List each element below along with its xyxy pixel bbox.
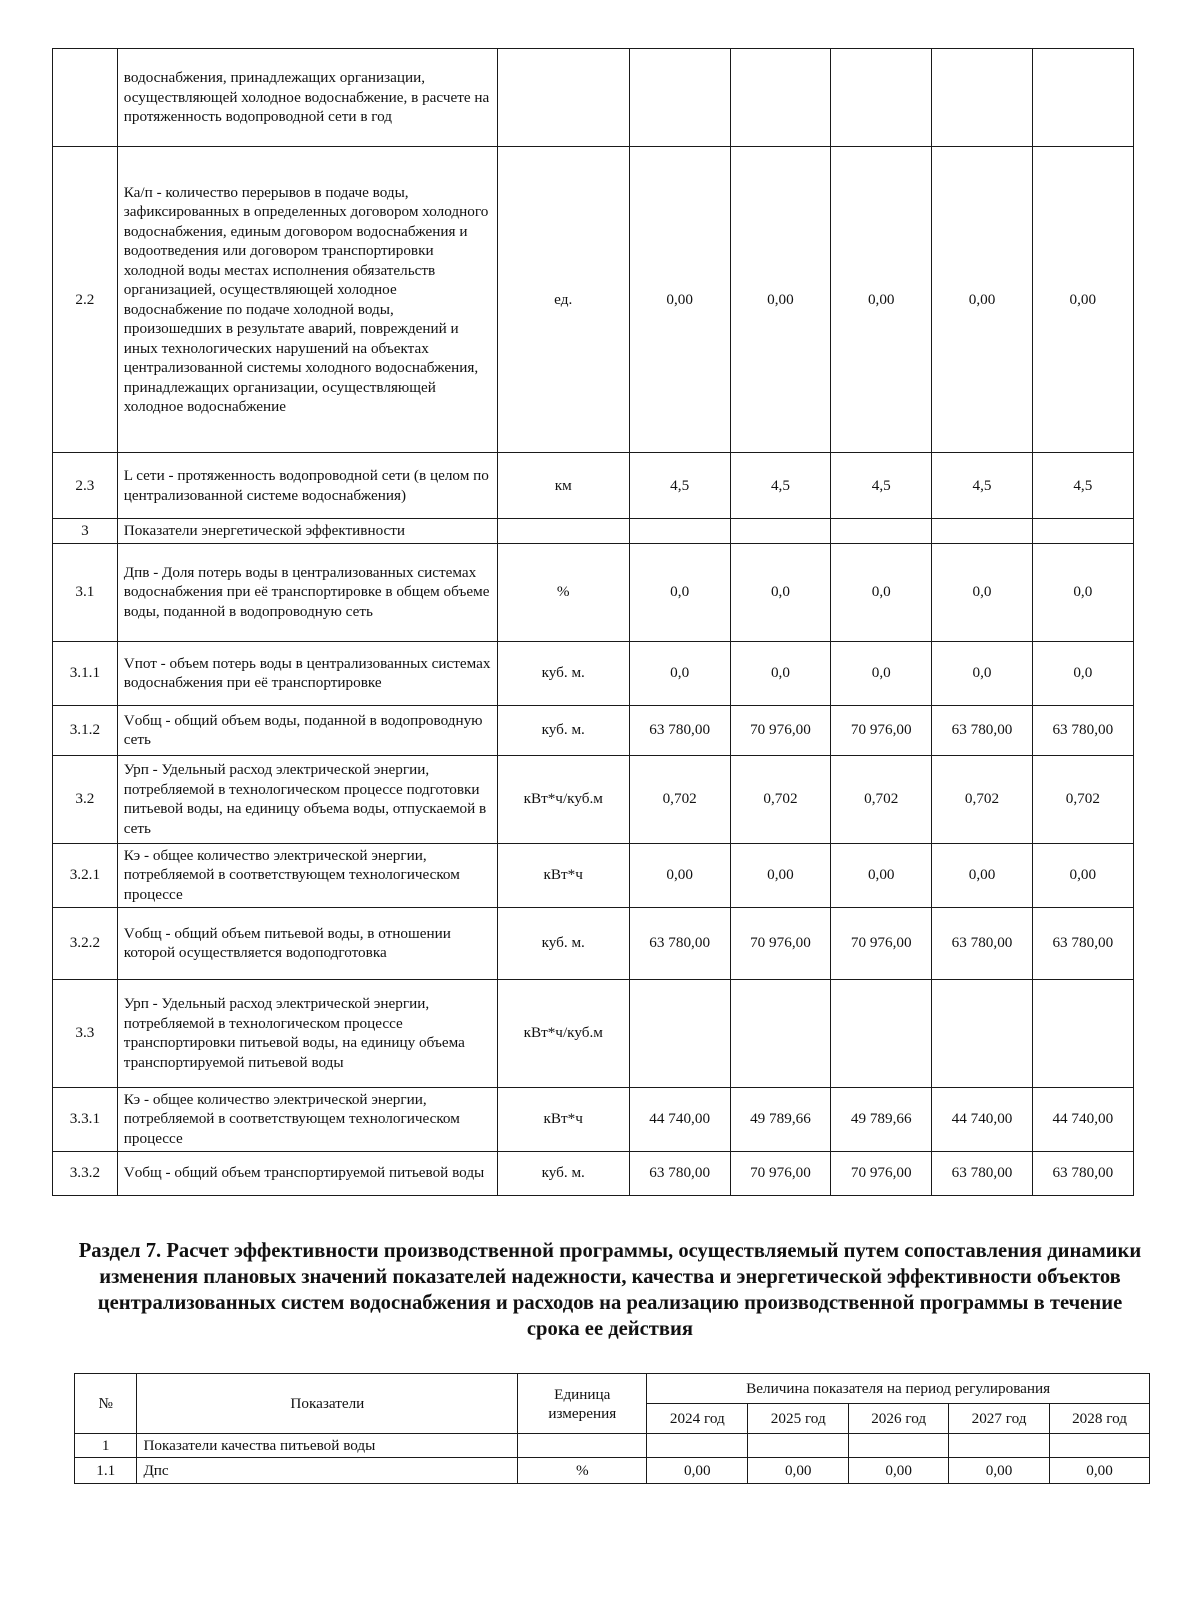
row-description: Дпс	[137, 1458, 518, 1484]
row-unit: км	[497, 453, 629, 519]
row-description: Показатели качества питьевой воды	[137, 1434, 518, 1458]
row-value: 0,702	[629, 755, 730, 843]
row-value: 4,5	[831, 453, 932, 519]
table-row	[75, 1458, 1150, 1484]
row-value: 0,00	[1032, 147, 1133, 453]
indicators-table-body	[53, 49, 1134, 1196]
row-number: 1	[75, 1434, 137, 1458]
table-row	[53, 705, 1134, 755]
table-row	[53, 755, 1134, 843]
row-description: водоснабжения, принадлежащих организации, осуществляющей холодное водоснабжение, в расчете на протяженность водопроводной сети в год	[117, 49, 497, 147]
row-value: 49 789,66	[730, 1087, 830, 1151]
table-row	[53, 907, 1134, 979]
row-unit: %	[518, 1458, 647, 1484]
row-description: Кэ - общее количество электрической энергии, потребляемой в соответствующем технологическом процессе	[117, 1087, 497, 1151]
header-year: 2025 год	[748, 1404, 849, 1434]
row-value: 0,00	[730, 843, 830, 907]
row-number: 3.1.2	[53, 705, 118, 755]
row-number: 3.3	[53, 979, 118, 1087]
header-year: 2026 год	[849, 1404, 949, 1434]
row-value	[1032, 519, 1133, 544]
row-unit	[518, 1434, 647, 1458]
row-value: 0,0	[1032, 641, 1133, 705]
row-value	[730, 49, 830, 147]
row-value: 0,00	[831, 147, 932, 453]
row-value	[932, 979, 1032, 1087]
row-value: 44 740,00	[932, 1087, 1032, 1151]
row-value	[629, 979, 730, 1087]
row-value: 63 780,00	[1032, 705, 1133, 755]
row-value	[647, 1434, 748, 1458]
header-year: 2028 год	[1050, 1404, 1150, 1434]
row-value: 0,00	[849, 1458, 949, 1484]
row-value	[949, 1434, 1050, 1458]
row-value: 4,5	[629, 453, 730, 519]
row-value: 0,0	[730, 641, 830, 705]
row-number: 3.3.2	[53, 1151, 118, 1195]
row-number: 3.2.1	[53, 843, 118, 907]
row-unit: %	[497, 543, 629, 641]
row-unit: куб. м.	[497, 1151, 629, 1195]
header-period: Величина показателя на период регулирования	[647, 1374, 1150, 1404]
row-value	[831, 49, 932, 147]
row-number: 3.1.1	[53, 641, 118, 705]
row-value: 0,00	[1032, 843, 1133, 907]
row-value: 0,00	[647, 1458, 748, 1484]
row-description: Vобщ - общий объем воды, поданной в водопроводную сеть	[117, 705, 497, 755]
row-value: 0,0	[932, 641, 1032, 705]
row-value: 0,00	[932, 843, 1032, 907]
row-value	[831, 519, 932, 544]
table-row	[53, 147, 1134, 453]
row-value: 70 976,00	[831, 907, 932, 979]
row-value: 70 976,00	[831, 1151, 932, 1195]
row-number	[53, 49, 118, 147]
row-value: 0,00	[831, 843, 932, 907]
row-value: 0,00	[748, 1458, 849, 1484]
table-row	[53, 519, 1134, 544]
row-value: 0,0	[831, 641, 932, 705]
efficiency-table-body	[75, 1434, 1150, 1484]
table-row	[53, 1087, 1134, 1151]
row-value	[932, 519, 1032, 544]
row-value: 63 780,00	[629, 705, 730, 755]
row-unit: куб. м.	[497, 641, 629, 705]
row-value: 70 976,00	[730, 1151, 830, 1195]
row-value: 4,5	[730, 453, 830, 519]
row-description: Vобщ - общий объем питьевой воды, в отношении которой осуществляется водоподготовка	[117, 907, 497, 979]
row-description: Vобщ - общий объем транспортируемой питьевой воды	[117, 1151, 497, 1195]
row-value: 0,0	[932, 543, 1032, 641]
row-value: 0,00	[1050, 1458, 1150, 1484]
row-value: 0,702	[932, 755, 1032, 843]
row-unit: кВт*ч	[497, 1087, 629, 1151]
section-7-heading: Раздел 7. Расчет эффективности производственной программы, осуществляемый путем сопоставления динамики изменения плановых значений показателей надежности, качества и энергетической эффективности объектов централизованных систем водоснабжения и расходов на реализацию производственной программы в течение срока ее действия	[78, 1240, 1142, 1340]
row-value: 0,0	[831, 543, 932, 641]
row-number: 3.2.2	[53, 907, 118, 979]
row-unit: ед.	[497, 147, 629, 453]
row-number: 2.2	[53, 147, 118, 453]
row-unit: кВт*ч	[497, 843, 629, 907]
indicators-table	[52, 48, 1134, 1196]
row-number: 3.3.1	[53, 1087, 118, 1151]
row-value: 0,00	[629, 843, 730, 907]
row-unit: куб. м.	[497, 907, 629, 979]
row-value: 70 976,00	[730, 705, 830, 755]
row-value: 49 789,66	[831, 1087, 932, 1151]
table-row	[53, 641, 1134, 705]
row-value: 0,0	[730, 543, 830, 641]
header-number: №	[75, 1374, 137, 1434]
row-value	[1032, 49, 1133, 147]
table-row	[53, 49, 1134, 147]
row-value: 70 976,00	[730, 907, 830, 979]
row-value: 0,702	[730, 755, 830, 843]
row-value	[629, 49, 730, 147]
row-description: Дпв - Доля потерь воды в централизованных системах водоснабжения при её транспортировке в общем объеме воды, поданной в водопроводную сеть	[117, 543, 497, 641]
row-value: 4,5	[1032, 453, 1133, 519]
header-unit: Единица измерения	[518, 1374, 647, 1434]
row-unit: куб. м.	[497, 705, 629, 755]
row-value: 63 780,00	[1032, 1151, 1133, 1195]
row-value: 0,00	[730, 147, 830, 453]
row-value: 0,00	[949, 1458, 1050, 1484]
table-row	[53, 543, 1134, 641]
row-number: 3.1	[53, 543, 118, 641]
row-description: Показатели энергетической эффективности	[117, 519, 497, 544]
row-value: 0,0	[629, 543, 730, 641]
row-value: 44 740,00	[629, 1087, 730, 1151]
row-value	[730, 519, 830, 544]
row-unit	[497, 49, 629, 147]
row-value: 0,702	[1032, 755, 1133, 843]
row-unit	[497, 519, 629, 544]
row-value	[831, 979, 932, 1087]
row-unit: кВт*ч/куб.м	[497, 755, 629, 843]
header-year: 2024 год	[647, 1404, 748, 1434]
row-value: 63 780,00	[629, 1151, 730, 1195]
row-description: Урп - Удельный расход электрической энергии, потребляемой в технологическом процессе транспортировки питьевой воды, на единицу объема транспортируемой питьевой воды	[117, 979, 497, 1087]
row-value: 63 780,00	[629, 907, 730, 979]
row-value: 0,00	[629, 147, 730, 453]
row-value	[730, 979, 830, 1087]
row-description: Кэ - общее количество электрической энергии, потребляемой в соответствующем технологическом процессе	[117, 843, 497, 907]
row-description: Урп - Удельный расход электрической энергии, потребляемой в технологическом процессе подготовки питьевой воды, на единицу объема воды, отпускаемой в сеть	[117, 755, 497, 843]
table-row	[53, 1151, 1134, 1195]
table-row	[53, 979, 1134, 1087]
row-number: 2.3	[53, 453, 118, 519]
row-value: 0,0	[1032, 543, 1133, 641]
table-row	[75, 1434, 1150, 1458]
header-year: 2027 год	[949, 1404, 1050, 1434]
efficiency-table	[74, 1373, 1150, 1484]
row-description: Ка/п - количество перерывов в подаче воды, зафиксированных в определенных договором холодного водоснабжения, единым договором водоснабжения и водоотведения или договором транспортировки холодной воды местах исполнения обязательств организацией, осуществляющей холодное водоснабжение по подаче холодной воды, произошедших в результате аварий, повреждений и иных технологических нарушений на объектах централизованной системы холодного водоснабжения, принадлежащих организации, осуществляющей холодное водоснабжение	[117, 147, 497, 453]
row-number: 3	[53, 519, 118, 544]
row-value	[849, 1434, 949, 1458]
efficiency-table-header	[75, 1374, 1150, 1434]
row-value: 4,5	[932, 453, 1032, 519]
table-row	[53, 843, 1134, 907]
row-value	[1050, 1434, 1150, 1458]
row-description: Vпот - объем потерь воды в централизованных системах водоснабжения при её транспортировке	[117, 641, 497, 705]
row-value	[748, 1434, 849, 1458]
row-value: 70 976,00	[831, 705, 932, 755]
header-indicators: Показатели	[137, 1374, 518, 1434]
row-value: 0,0	[629, 641, 730, 705]
row-value: 0,00	[932, 147, 1032, 453]
row-value	[932, 49, 1032, 147]
row-value: 63 780,00	[932, 705, 1032, 755]
row-value: 63 780,00	[932, 907, 1032, 979]
row-number: 3.2	[53, 755, 118, 843]
row-number: 1.1	[75, 1458, 137, 1484]
row-value: 0,702	[831, 755, 932, 843]
table-row	[53, 453, 1134, 519]
row-value	[1032, 979, 1133, 1087]
row-value: 44 740,00	[1032, 1087, 1133, 1151]
row-value: 63 780,00	[1032, 907, 1133, 979]
row-value: 63 780,00	[932, 1151, 1032, 1195]
row-value	[629, 519, 730, 544]
row-description: L сети - протяженность водопроводной сети (в целом по централизованной системе водоснабжения)	[117, 453, 497, 519]
row-unit: кВт*ч/куб.м	[497, 979, 629, 1087]
